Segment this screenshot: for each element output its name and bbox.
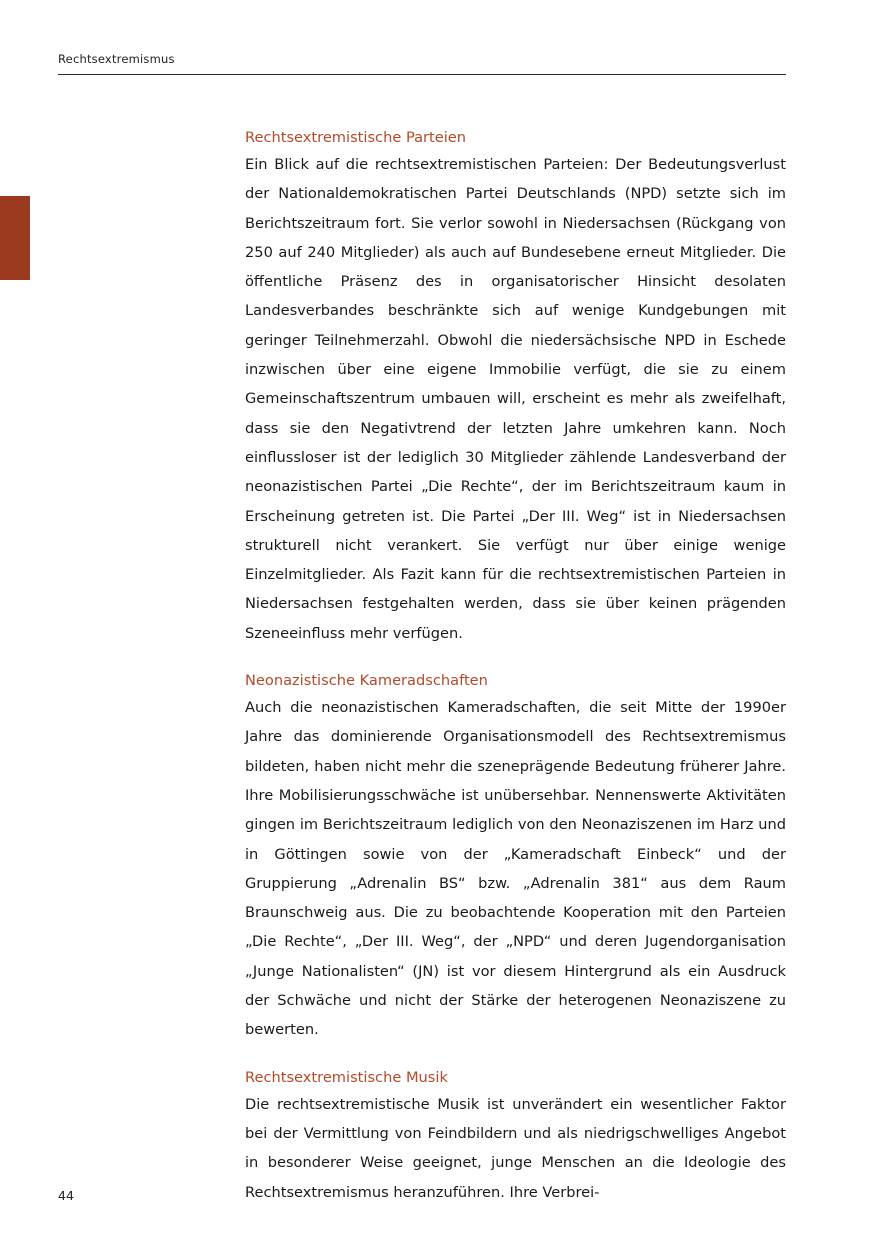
section-heading: Rechtsextremistische Musik <box>245 1068 448 1086</box>
section-heading: Rechtsextremistische Parteien <box>245 129 467 146</box>
chapter-edge-marker <box>0 196 30 280</box>
header-rule <box>58 74 786 75</box>
section-body: Die rechtsextremistische Musik ist unverändert ein wesentlicher Faktor bei der Vermittlung von Feindbildern und als niedrigschwelliges Angebot in besonderer Weise geeignet, junge Menschen an die Ideologie des Rechtsextremismus heranzuführen. Ihre Verbrei- <box>245 1095 786 1201</box>
running-head: Rechtsextremismus <box>58 52 175 66</box>
main-text-column <box>245 128 786 1207</box>
section-rechtsextremistische-parteien <box>245 128 786 648</box>
section-rechtsextremistische-musik <box>245 1068 786 1207</box>
section-heading: Neonazistische Kameradschaften <box>245 672 488 690</box>
page-number: 44 <box>58 1188 74 1203</box>
page-header <box>58 52 786 75</box>
section-neonazistische-kameradschaften <box>245 671 786 1045</box>
section-body: Ein Blick auf die rechtsextremistischen Parteien: Der Bedeutungsverlust der Nationaldemokratischen Partei Deutschlands (NPD) setzte sich im Berichtszeitraum fort. Sie verlor sowohl in Niedersachsen (Rückgang von 250 auf 240 Mitglieder) als auch auf Bundesebene erneut Mitglieder. Die öffentliche Präsenz des in organisatorischer Hinsicht desolaten Landesverbandes beschränkte sich auf wenige Kundgebungen mit geringer Teilnehmerzahl. Obwohl die niedersächsische NPD in Eschede inzwischen über eine eigene Immobilie verfügt, die sie zu einem Gemeinschaftszentrum umbauen will, erscheint es mehr als zweifelhaft, dass sie den Negativtrend der letzten Jahre umkehren kann. Noch einflussloser ist der lediglich 30 Mitglieder zählende Landesverband der neonazistischen Partei „Die Rechte“, der im Berichtszeitraum kaum in Erscheinung getreten ist. Die Partei „Der III. Weg“ ist in Niedersachsen strukturell nicht verankert. Sie verfügt nur über einige wenige Einzelmitglieder. Als Fazit kann für die rechtsextremistischen Parteien in Niedersachsen festgehalten werden, dass sie über keinen prägenden Szeneeinfluss mehr verfügen. <box>245 156 786 642</box>
section-body: Auch die neonazistischen Kameradschaften, die seit Mitte der 1990er Jahre das dominierende Organisationsmodell des Rechtsextremismus bildeten, haben nicht mehr die szeneprägende Bedeutung früherer Jahre. Ihre Mobilisierungsschwäche ist unübersehbar. Nennenswerte Aktivitäten gingen im Berichtszeitraum lediglich von den Neonaziszenen im Harz und in Göttingen sowie von der „Kameradschaft Einbeck“ und der Gruppierung „Adrenalin BS“ bzw. „Adrenalin 381“ aus dem Raum Braunschweig aus. Die zu beobachtende Kooperation mit den Parteien „Die Rechte“, „Der III. Weg“, der „NPD“ und deren Jugendorganisation „Junge Nationalisten“ (JN) ist vor diesem Hintergrund als ein Ausdruck der Schwäche und nicht der Stärke der heterogenen Neonaziszene zu bewerten. <box>245 699 786 1039</box>
